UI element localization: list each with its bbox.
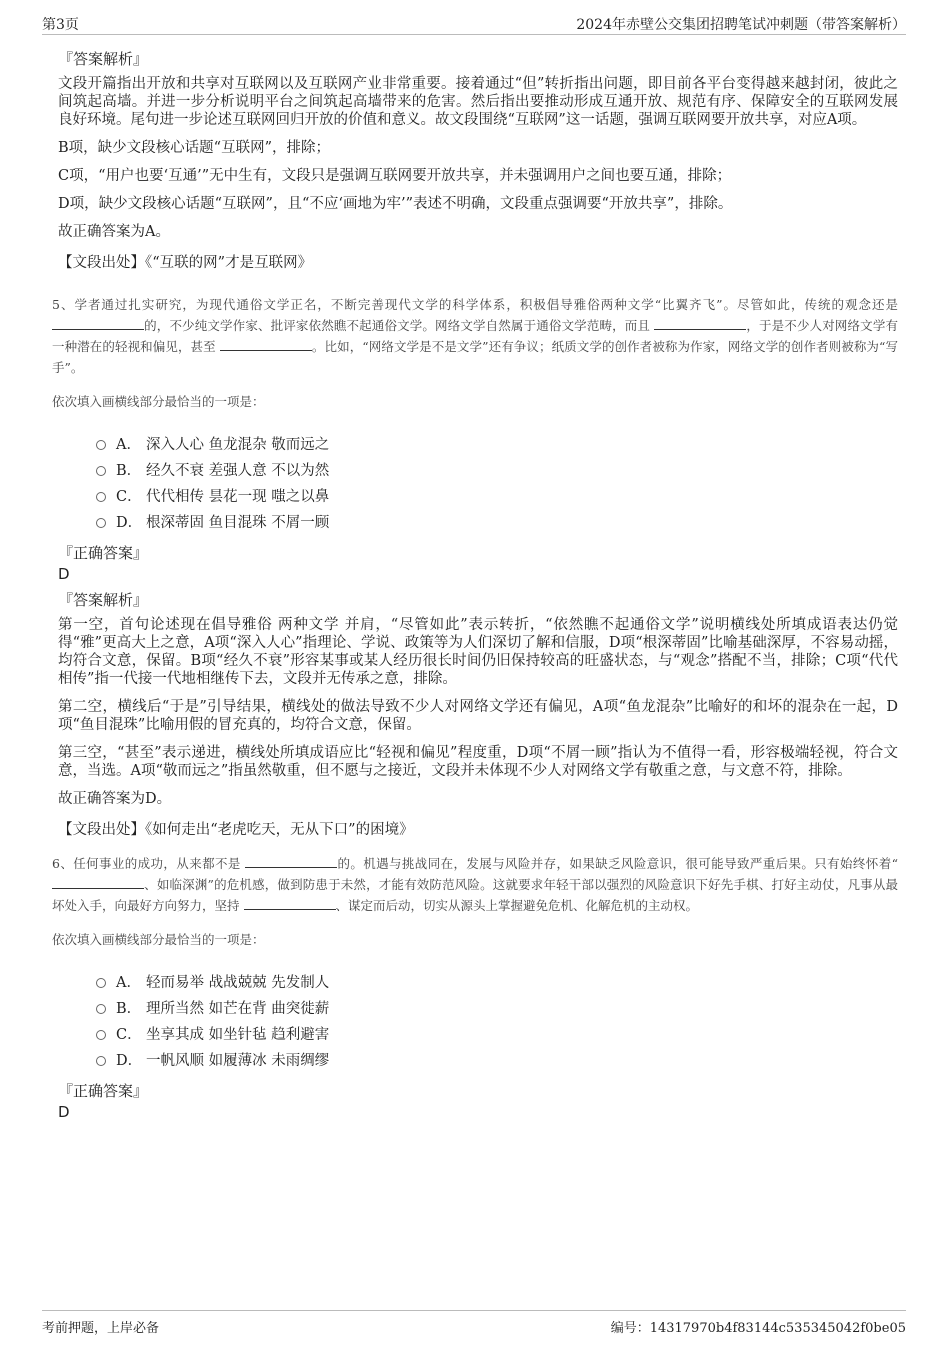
radio-icon[interactable] bbox=[96, 492, 106, 502]
q5-answer-label: 『正确答案』 bbox=[58, 544, 149, 562]
q6-option-c[interactable]: C． 坐享其成 如坐针毡 趋利避害 bbox=[96, 1020, 898, 1046]
page-header bbox=[42, 10, 906, 35]
q6-answer: D bbox=[58, 1103, 70, 1121]
q6-stem: 6、任何事业的成功，从来都不是 的。机遇与挑战同在，发展与风险并存，如果缺乏风险意识，很可能导致严重后果。只有始终怀着“ 、如临深渊”的危机感，做到防患于未然，才能有效防范风险。这就要求年轻干部以强烈的风险意识下好先手棋、打好主动仗，凡事从最坏处入手，向最好方向努力，坚持 、谋定而后动，切实从源头上掌握避免危机、化解危机的主动权。 bbox=[52, 856, 898, 913]
radio-icon[interactable] bbox=[96, 1030, 106, 1040]
q5-analysis-para: 故正确答案为D。 bbox=[58, 791, 172, 807]
q4-source: 【文段出处】《“互联的网”才是互联网》 bbox=[58, 255, 313, 271]
q4-analysis-para: 文段开篇指出开放和共享对互联网以及互联网产业非常重要。接着通过“但”转折指出问题，即目前各平台变得越来越封闭，彼此之间筑起高墙。并进一步分析说明平台之间筑起高墙带来的危害。然后指出要推动形成互通开放、规范有序、保障安全的互联网发展良好环境。尾句进一步论述互联网回归开放的价值和意义。故文段围绕“互联网”这一话题，强调互联网要开放共享，对应A项。 bbox=[58, 76, 898, 128]
q6-answer-label: 『正确答案』 bbox=[58, 1082, 149, 1100]
q6-option-a[interactable]: A． 轻而易举 战战兢兢 先发制人 bbox=[96, 968, 898, 994]
q4-analysis-para: D项，缺少文段核心话题“互联网”，且“不应‘画地为牢’”表述不明确，文段重点强调要“开放共享”，排除。 bbox=[58, 196, 733, 212]
page-content bbox=[52, 44, 898, 1127]
fill-blank bbox=[654, 317, 746, 330]
q5-analysis-para: 第三空，“甚至”表示递进，横线处所填成语应比“轻视和偏见”程度重，D项“不屑一顾”指认为不值得一看，形容极端轻视，符合文意，当选。A项“敬而远之”指虽然敬重，但不愿与之接近，文段并未体现不少人对网络文学有敬重之意，与文意不符，排除。 bbox=[58, 745, 898, 779]
q5-answer: D bbox=[58, 565, 70, 583]
q4-analysis-label: 『答案解析』 bbox=[58, 50, 149, 68]
q5-option-b[interactable]: B． 经久不衰 差强人意 不以为然 bbox=[96, 456, 898, 482]
q4-analysis-para: B项，缺少文段核心话题“互联网”，排除； bbox=[58, 140, 330, 156]
q5-analysis-para: 第一空，首句论述现在倡导雅俗 两种文学 并肩，“尽管如此”表示转折，“依然瞧不起通俗文学”说明横线处所填成语表达仍觉得“雅”更高大上之意，A项“深入人心”指理论、学说、政策等为人们深切了解和信服，D项“根深蒂固”比喻基础深厚，不容易动摇，均符合文意，保留。B项“经久不衰”形容某事或某人经历很长时间仍旧保持较高的旺盛状态，与“观念”搭配不当，排除；C项“代代相传”指一代接一代地相继传下去，文段并无传承之意，排除。 bbox=[58, 617, 898, 687]
radio-icon[interactable] bbox=[96, 978, 106, 988]
radio-icon[interactable] bbox=[96, 1056, 106, 1066]
radio-icon[interactable] bbox=[96, 440, 106, 450]
fill-blank bbox=[220, 338, 312, 351]
q5-source: 【文段出处】《如何走出“老虎吃天，无从下口”的困境》 bbox=[58, 822, 414, 838]
radio-icon[interactable] bbox=[96, 466, 106, 476]
document-title: 2024年赤壁公交集团招聘笔试冲刺题（带答案解析） bbox=[576, 17, 906, 33]
page-number: 第3页 bbox=[42, 17, 79, 33]
q6-prompt: 依次填入画横线部分最恰当的一项是： bbox=[52, 932, 265, 947]
q5-option-a[interactable]: A． 深入人心 鱼龙混杂 敬而远之 bbox=[96, 430, 898, 456]
fill-blank bbox=[245, 855, 337, 868]
q5-analysis-label: 『答案解析』 bbox=[58, 591, 149, 609]
q5-stem: 5、学者通过扎实研究，为现代通俗文学正名，不断完善现代文学的科学体系，积极倡导雅俗两种文学“比翼齐飞”。尽管如此，传统的观念还是 的，不少纯文学作家、批评家依然瞧不起通俗文学。网络文学自然属于通俗文学范畴，而且 ，于是不少人对网络文学有一种潜在的轻视和偏见，甚至 。比如，“网络文学是不是文学”还有争议；纸质文学的创作者被称为作家，网络文学的创作者则被称为“写手”。 bbox=[52, 297, 898, 375]
fill-blank bbox=[52, 317, 144, 330]
fill-blank bbox=[244, 897, 336, 910]
radio-icon[interactable] bbox=[96, 518, 106, 528]
q6-option-d[interactable]: D． 一帆风顺 如履薄冰 未雨绸缪 bbox=[96, 1046, 898, 1072]
page-footer bbox=[42, 1310, 906, 1339]
document-code: 编号：14317970b4f83144c535345042f0be05 bbox=[610, 1321, 906, 1336]
q5-option-c[interactable]: C． 代代相传 昙花一现 嗤之以鼻 bbox=[96, 482, 898, 508]
q5-option-d[interactable]: D． 根深蒂固 鱼目混珠 不屑一顾 bbox=[96, 508, 898, 534]
q5-options bbox=[96, 430, 898, 534]
q4-analysis-para: C项，“用户也要‘互通’”无中生有，文段只是强调互联网要开放共享，并未强调用户之间也要互通，排除； bbox=[58, 168, 732, 184]
q4-analysis-para: 故正确答案为A。 bbox=[58, 224, 170, 240]
q6-options bbox=[96, 968, 898, 1072]
fill-blank bbox=[52, 876, 144, 889]
q5-prompt: 依次填入画横线部分最恰当的一项是： bbox=[52, 394, 265, 409]
q5-analysis-para: 第二空，横线后“于是”引导结果，横线处的做法导致不少人对网络文学还有偏见，A项“鱼龙混杂”比喻好的和坏的混杂在一起，D项“鱼目混珠”比喻用假的冒充真的，均符合文意，保留。 bbox=[58, 699, 898, 733]
radio-icon[interactable] bbox=[96, 1004, 106, 1014]
q6-option-b[interactable]: B． 理所当然 如芒在背 曲突徙薪 bbox=[96, 994, 898, 1020]
footer-slogan: 考前押题，上岸必备 bbox=[42, 1321, 160, 1336]
